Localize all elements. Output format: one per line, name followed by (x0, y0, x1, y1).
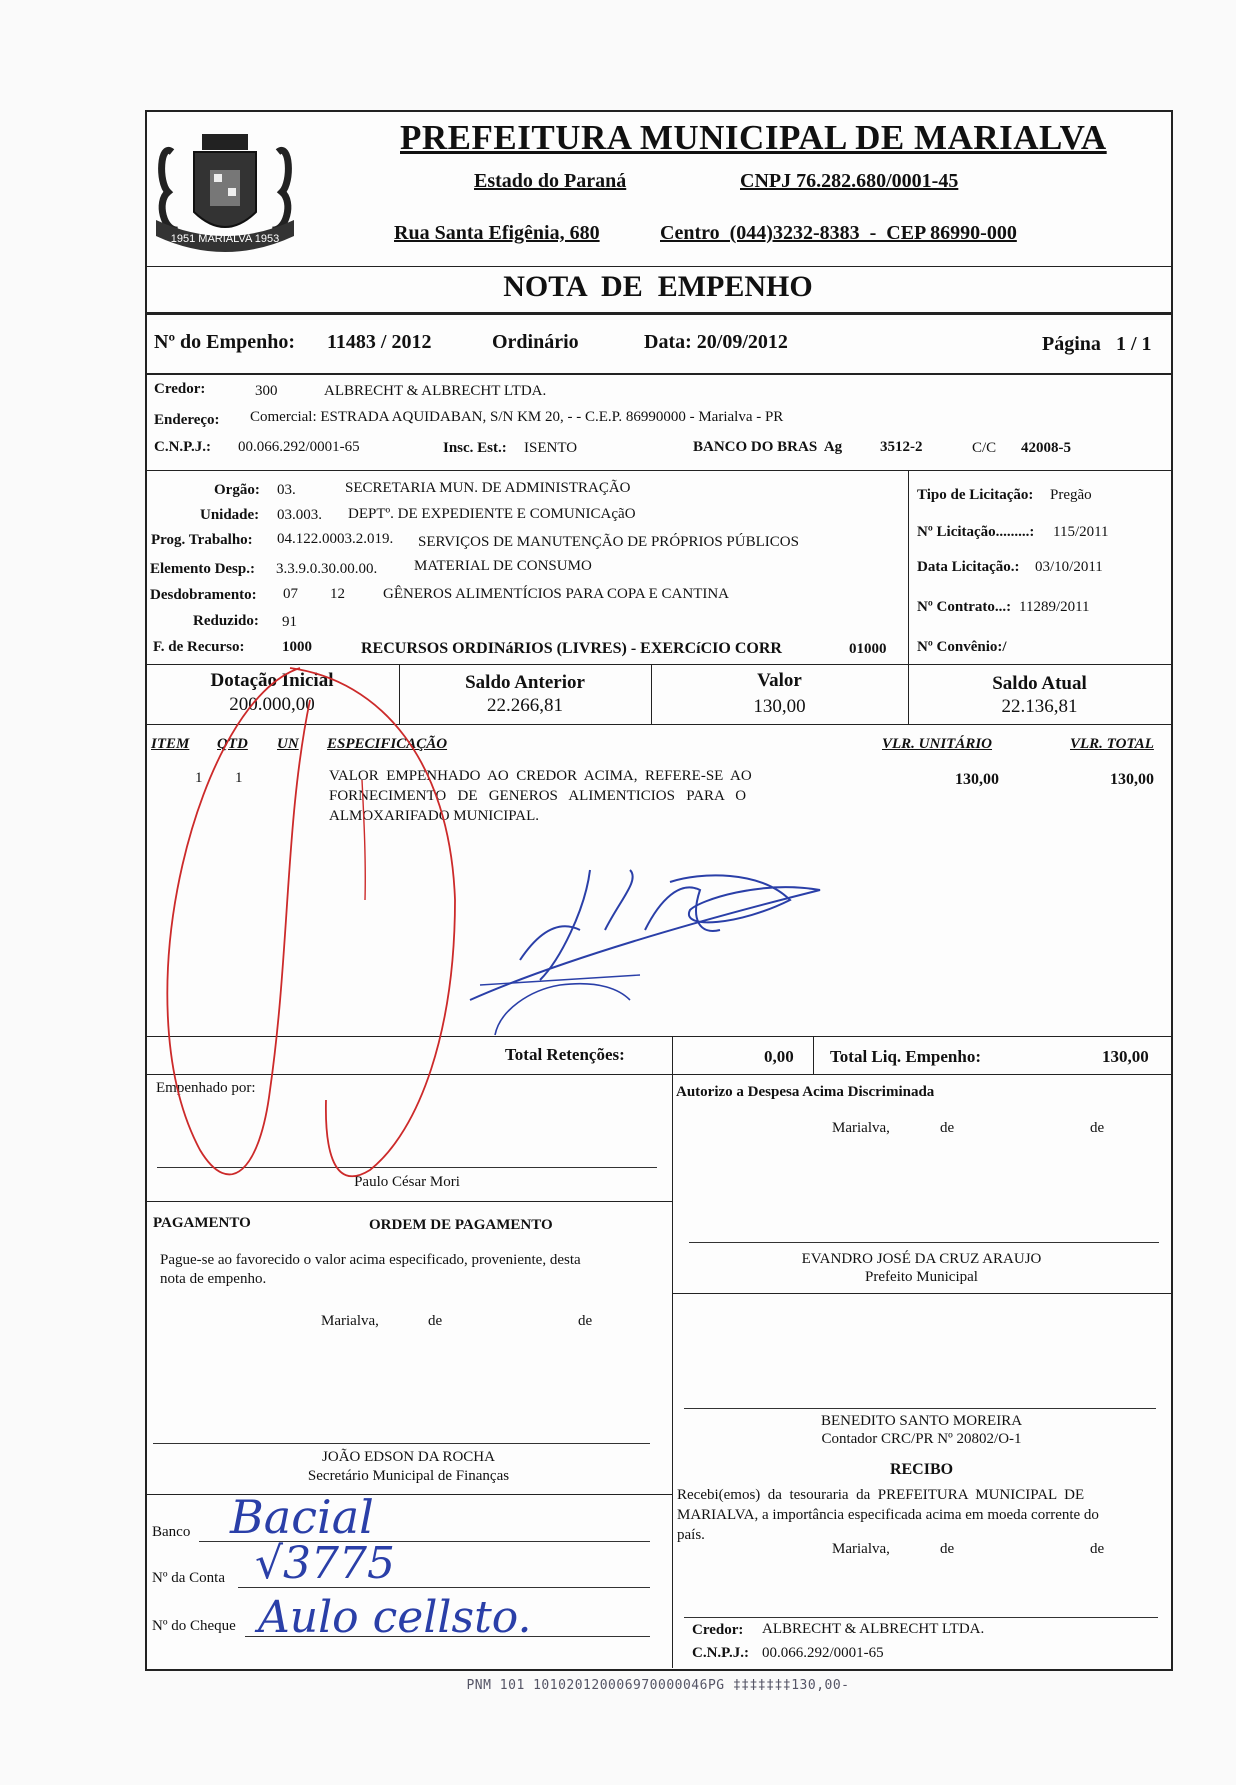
recibo-cnpj-label: C.N.P.J.: (692, 1645, 749, 1661)
prefeito-name: EVANDRO JOSÉ DA CRUZ ARAUJO (801, 1251, 1042, 1267)
handwritten-cheque: Aulo cellsto. (258, 1592, 532, 1643)
reduzido-value: 91 (282, 614, 297, 630)
signature-line (684, 1408, 1156, 1409)
num-licitacao-value: 115/2011 (1053, 524, 1109, 540)
divider (145, 1036, 1171, 1037)
empenhado-por-label: Empenhado por: (156, 1080, 256, 1096)
divider (145, 266, 1171, 267)
saldo-atual-value: 22.136,81 (1001, 696, 1078, 717)
contrato-value: 11289/2011 (1019, 599, 1090, 615)
pagamento-de: de (578, 1313, 593, 1329)
data-licitacao-value: 03/10/2011 (1035, 559, 1103, 575)
orgao-code: 03. (277, 482, 296, 498)
prog-label: Prog. Trabalho: (151, 532, 253, 548)
pagamento-text: nota de empenho. (160, 1271, 267, 1287)
empenho-date: Data: 20/09/2012 (644, 331, 788, 353)
contrato-label: Nº Contrato...: (917, 599, 1012, 615)
empenho-number-value: 11483 / 2012 (327, 331, 432, 353)
orgao-desc: SECRETARIA MUN. DE ADMINISTRAÇÃO (345, 480, 631, 496)
fonte-recurso-code2: 01000 (849, 641, 887, 657)
fonte-recurso-code: 1000 (282, 639, 312, 655)
elemento-label: Elemento Desp.: (150, 561, 255, 577)
handwritten-conta: √3775 (255, 1538, 396, 1589)
empenho-number-label: Nº do Empenho: (154, 331, 296, 353)
item-qtd: 1 (235, 770, 243, 786)
divider (145, 1074, 1171, 1075)
divider (145, 724, 1171, 725)
col-header-vlr-total: VLR. TOTAL (1070, 736, 1154, 752)
divider (145, 664, 1171, 665)
col-header-un: UN (277, 736, 299, 752)
col-header-vlr-unitario: VLR. UNITÁRIO (882, 736, 993, 752)
contador-name: BENEDITO SANTO MOREIRA (820, 1413, 1023, 1429)
reduzido-label: Reduzido: (193, 613, 259, 629)
fonte-recurso-label: F. de Recurso: (153, 639, 245, 655)
credor-label: Credor: (154, 381, 206, 397)
col-header-especificacao: ESPECIFICAÇÃO (327, 736, 448, 752)
address-label: Rua Santa Efigênia, 680 (394, 222, 600, 244)
secretario-name: JOÃO EDSON DA ROCHA (322, 1449, 495, 1465)
prefeito-role: Prefeito Municipal (865, 1269, 978, 1285)
tipo-licitacao-value: Pregão (1050, 487, 1092, 503)
divider (145, 470, 1171, 471)
insc-value: ISENTO (524, 440, 578, 456)
pagamento-label: PAGAMENTO (153, 1215, 251, 1231)
recibo-de: de (940, 1541, 955, 1557)
elemento-desc: MATERIAL DE CONSUMO (414, 558, 592, 574)
recibo-credor-value: ALBRECHT & ALBRECHT LTDA. (762, 1621, 985, 1637)
credor-code: 300 (255, 383, 278, 399)
orgao-label: Orgão: (214, 482, 260, 498)
coat-of-arms-logo (152, 112, 298, 264)
divider (145, 373, 1171, 375)
autorizo-city: Marialva, (832, 1120, 890, 1136)
empenho-type: Ordinário (492, 331, 579, 353)
conta-label: Nº da Conta (152, 1570, 225, 1586)
saldo-atual-label: Saldo Atual (992, 673, 1087, 694)
logo-banner-text: 1951 MARIALVA 1953 (170, 233, 280, 245)
cc-value: 42008-5 (1021, 440, 1071, 456)
credor-name: ALBRECHT & ALBRECHT LTDA. (324, 383, 547, 399)
saldo-anterior-value: 22.266,81 (487, 695, 563, 716)
recibo-text: país. (677, 1527, 705, 1543)
col-header-item: ITEM (151, 736, 190, 752)
valor-value: 130,00 (753, 696, 806, 717)
contador-role: Contador CRC/PR Nº 20802/O-1 (821, 1431, 1022, 1447)
pagamento-de: de (428, 1313, 443, 1329)
convenio-label: Nº Convênio:/ (917, 639, 1007, 655)
signature-line (689, 1242, 1159, 1243)
autorizo-de: de (1090, 1120, 1105, 1136)
recibo-city: Marialva, (832, 1541, 890, 1557)
total-retencoes-label: Total Retenções: (505, 1045, 625, 1064)
banco-label: Banco (152, 1524, 191, 1540)
desdobramento-label: Desdobramento: (150, 587, 257, 603)
cc-label: C/C (972, 440, 997, 456)
municipality-title: PREFEITURA MUNICIPAL DE MARIALVA (400, 118, 1107, 157)
tipo-licitacao-label: Tipo de Licitação: (917, 487, 1034, 503)
dotacao-value: 200.000,00 (229, 694, 315, 715)
item-vlr-total: 130,00 (1110, 771, 1154, 788)
signature-line (157, 1167, 657, 1168)
agencia-value: 3512-2 (880, 439, 923, 455)
item-spec-line: FORNECIMENTO DE GENEROS ALIMENTICIOS PARA O (329, 788, 747, 804)
contact-label: Centro (044)3232-8383 - CEP 86990-000 (660, 222, 1017, 244)
data-licitacao-label: Data Licitação.: (917, 559, 1020, 575)
footer-barcode-text: PNM 101 101020120006970000046PG ‡‡‡‡‡‡‡130,00- (466, 1678, 850, 1693)
page-label: Página (1042, 333, 1101, 355)
cnpj-credor-value: 00.066.292/0001-65 (238, 439, 360, 455)
cheque-label: Nº do Cheque (152, 1618, 236, 1634)
document-title: NOTA DE EMPENHO (503, 270, 813, 303)
handwritten-banco: Bacial (230, 1490, 374, 1544)
dotacao-label: Dotação Inicial (210, 670, 334, 691)
divider (813, 1036, 814, 1074)
unidade-desc: DEPTº. DE EXPEDIENTE E COMUNICAçãO (348, 506, 636, 522)
empenhado-por-name: Paulo César Mori (354, 1174, 460, 1190)
endereco-value: Comercial: ESTRADA AQUIDABAN, S/N KM 20, - - C.E.P. 86990000 - Marialva - PR (250, 409, 784, 425)
cnpj-label: CNPJ 76.282.680/0001-45 (740, 170, 959, 192)
recibo-text: MARIALVA, a importância especificada acima em moeda corrente do (677, 1507, 1099, 1523)
desdobramento-desc: GÊNEROS ALIMENTÍCIOS PARA COPA E CANTINA (383, 586, 730, 602)
divider (672, 1074, 673, 1668)
num-licitacao-label: Nº Licitação.........: (917, 524, 1035, 540)
valor-label: Valor (757, 670, 802, 691)
total-liq-label: Total Liq. Empenho: (830, 1047, 981, 1066)
fonte-recurso-desc: RECURSOS ORDINáRIOS (LIVRES) - EXERCíCIO CORR (361, 640, 782, 657)
saldo-anterior-label: Saldo Anterior (465, 672, 585, 693)
item-number: 1 (195, 770, 203, 786)
unidade-code: 03.003. (277, 507, 322, 523)
insc-label: Insc. Est.: (443, 440, 507, 456)
divider (672, 1036, 673, 1074)
recibo-de: de (1090, 1541, 1105, 1557)
page-value: 1 / 1 (1116, 333, 1152, 355)
prog-code: 04.122.0003.2.019. (277, 531, 394, 547)
recibo-credor-label: Credor: (692, 1622, 744, 1638)
col-header-qtd: QTD (217, 736, 248, 752)
desdobramento-code: 07 (283, 586, 298, 602)
divider (145, 1494, 673, 1495)
recibo-text: Recebi(emos) da tesouraria da PREFEITURA MUNICIPAL DE (677, 1487, 1085, 1503)
prog-desc: SERVIÇOS DE MANUTENÇÃO DE PRÓPRIOS PÚBLICOS (418, 534, 799, 550)
state-label: Estado do Paraná (474, 170, 627, 192)
signature-line (684, 1617, 1158, 1618)
ordem-pagamento-label: ORDEM DE PAGAMENTO (369, 1217, 553, 1233)
item-spec-line: VALOR EMPENHADO AO CREDOR ACIMA, REFERE-SE AO (329, 768, 752, 784)
item-vlr-unitario: 130,00 (955, 771, 999, 788)
divider (145, 1201, 673, 1202)
pagamento-text: Pague-se ao favorecido o valor acima especificado, proveniente, desta (160, 1252, 581, 1268)
total-liq-value: 130,00 (1102, 1047, 1149, 1066)
divider (908, 470, 909, 664)
pagamento-city: Marialva, (321, 1313, 379, 1329)
desdobramento-code: 12 (330, 586, 345, 602)
signature-line (153, 1443, 650, 1444)
endereco-label: Endereço: (154, 412, 220, 428)
divider (145, 312, 1171, 315)
item-spec-line: ALMOXARIFADO MUNICIPAL. (329, 808, 540, 824)
elemento-code: 3.3.9.0.30.00.00. (276, 561, 378, 577)
recibo-title: RECIBO (889, 1461, 954, 1478)
unidade-label: Unidade: (200, 507, 260, 523)
cnpj-credor-label: C.N.P.J.: (154, 439, 211, 455)
banco-label: BANCO DO BRAS Ag (693, 439, 843, 455)
total-retencoes-value: 0,00 (764, 1047, 794, 1066)
autorizo-de: de (940, 1120, 955, 1136)
recibo-cnpj-value: 00.066.292/0001-65 (762, 1645, 884, 1661)
secretario-role: Secretário Municipal de Finanças (307, 1468, 510, 1484)
divider (672, 1293, 1171, 1294)
autorizo-label: Autorizo a Despesa Acima Discriminada (676, 1084, 935, 1100)
